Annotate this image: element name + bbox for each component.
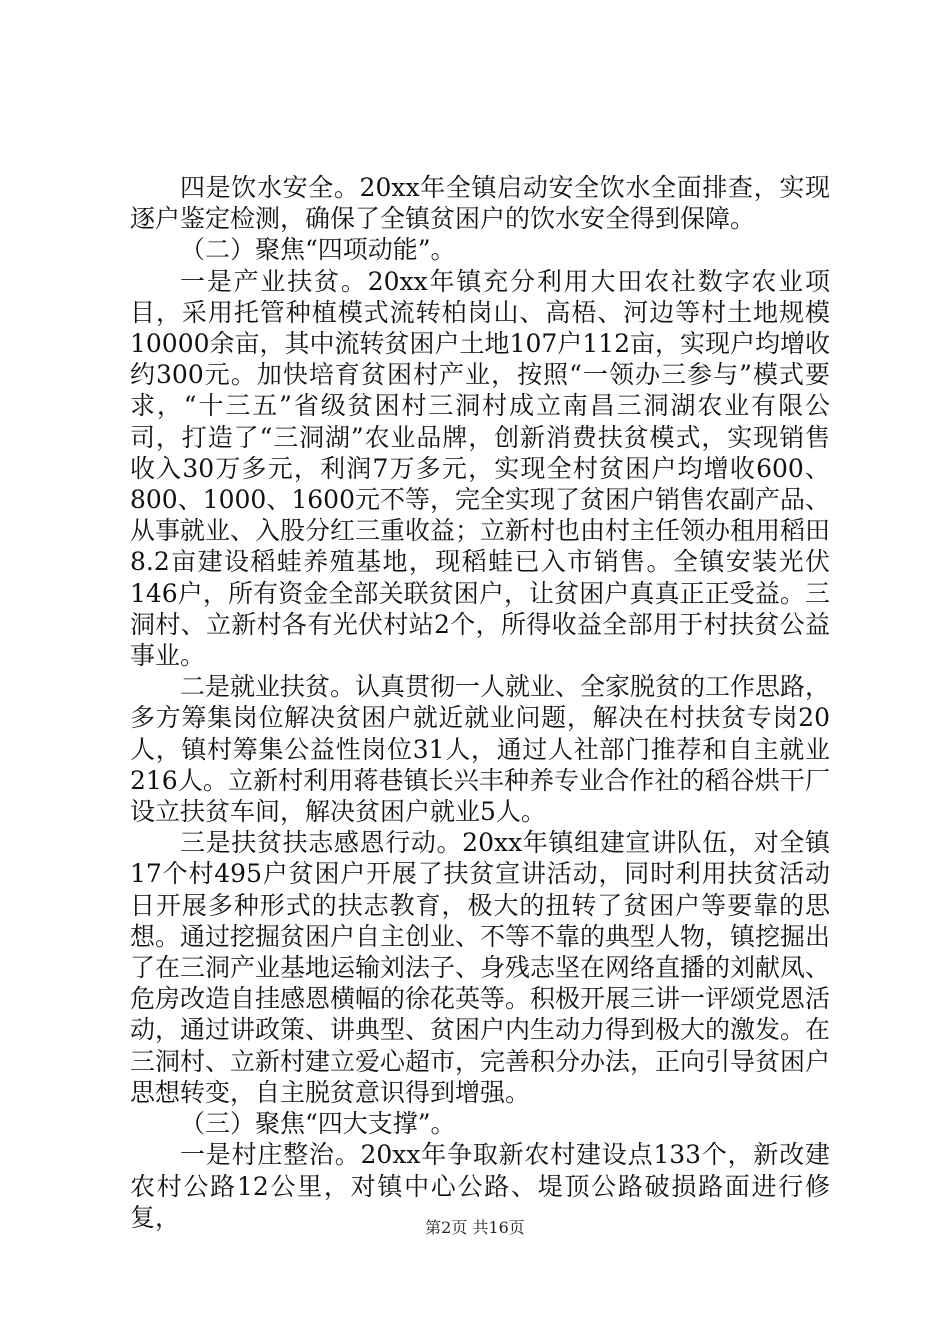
paragraph-employment: 二是就业扶贫。认真贯彻一人就业、全家脱贫的工作思路，多方筹集岗位解决贫困户就近就业问题，解决在村扶贫专岗20人，镇村筹集公益性岗位31人，通过人社部门推荐和自主就业216人。立新村利用蒋巷镇长兴丰种养专业合作社的稻谷烘干厂设立扶贫车间，解决贫困户就业5人。 (130, 672, 831, 827)
paragraph-drinking-water: 四是饮水安全。20xx年全镇启动安全饮水全面排查，实现逐户鉴定检测，确保了全镇贫困户的饮水安全得到保障。 (130, 173, 830, 234)
page-footer: 第2页 共16页 (425, 1218, 525, 1237)
paragraph-industry: 一是产业扶贫。20xx年镇充分利用大田农社数字农业项目，采用托管种植模式流转柏岗山、高梧、河边等村土地规模10000余亩，其中流转贫困户土地107户112亩，实现户均增收约300元。加快培育贫困村产业，按照“一领办三参与”模式要求，“十三五”省级贫困村三洞村成立南昌三洞湖农业有限公司，打造了“三洞湖”农业品牌，创新消费扶贫模式，实现销售收入30万多元，利润7万多元，实现全村贫困户均增收600、800、1000、1600元不等，完全实现了贫困户销售农副产品、从事就业、入股分红三重收益；立新村也由村主任领办租用稻田8.2亩建设稻蛙养殖基地，现稻蛙已入市销售。全镇安装光伏146户，所有资金全部关联贫困户，让贫困户真真正正受益。三洞村、立新村各有光伏村站2个，所得收益全部用于村扶贫公益事业。 (130, 266, 831, 671)
paragraph-village: 一是村庄整治。20xx年争取新农村建设点133个，新改建农村公路12公里，对镇中心公路、堤顶公路破损路面进行修复， (130, 1140, 830, 1232)
section-heading-three: （三）聚焦“四大支撑”。 (180, 1109, 456, 1139)
document-body (130, 172, 830, 1233)
section-heading-two: （二）聚焦“四项动能”。 (180, 235, 456, 265)
paragraph-gratitude: 三是扶贫扶志感恩行动。20xx年镇组建宣讲队伍，对全镇17个村495户贫困户开展了扶贫宣讲活动，同时利用扶贫活动日开展多种形式的扶志教育，极大的扭转了贫困户等要靠的思想。通过挖掘贫困户自主创业、不等不靠的典型人物，镇挖掘出了在三洞产业基地运输刘法子、身残志坚在网络直播的刘献凤、危房改造自挂感恩横幅的徐花英等。积极开展三讲一评颂党恩活动，通过讲政策、讲典型、贫困户内生动力得到极大的激发。在三洞村、立新村建立爱心超市，完善积分办法，正向引导贫困户思想转变，自主脱贫意识得到增强。 (130, 828, 831, 1107)
